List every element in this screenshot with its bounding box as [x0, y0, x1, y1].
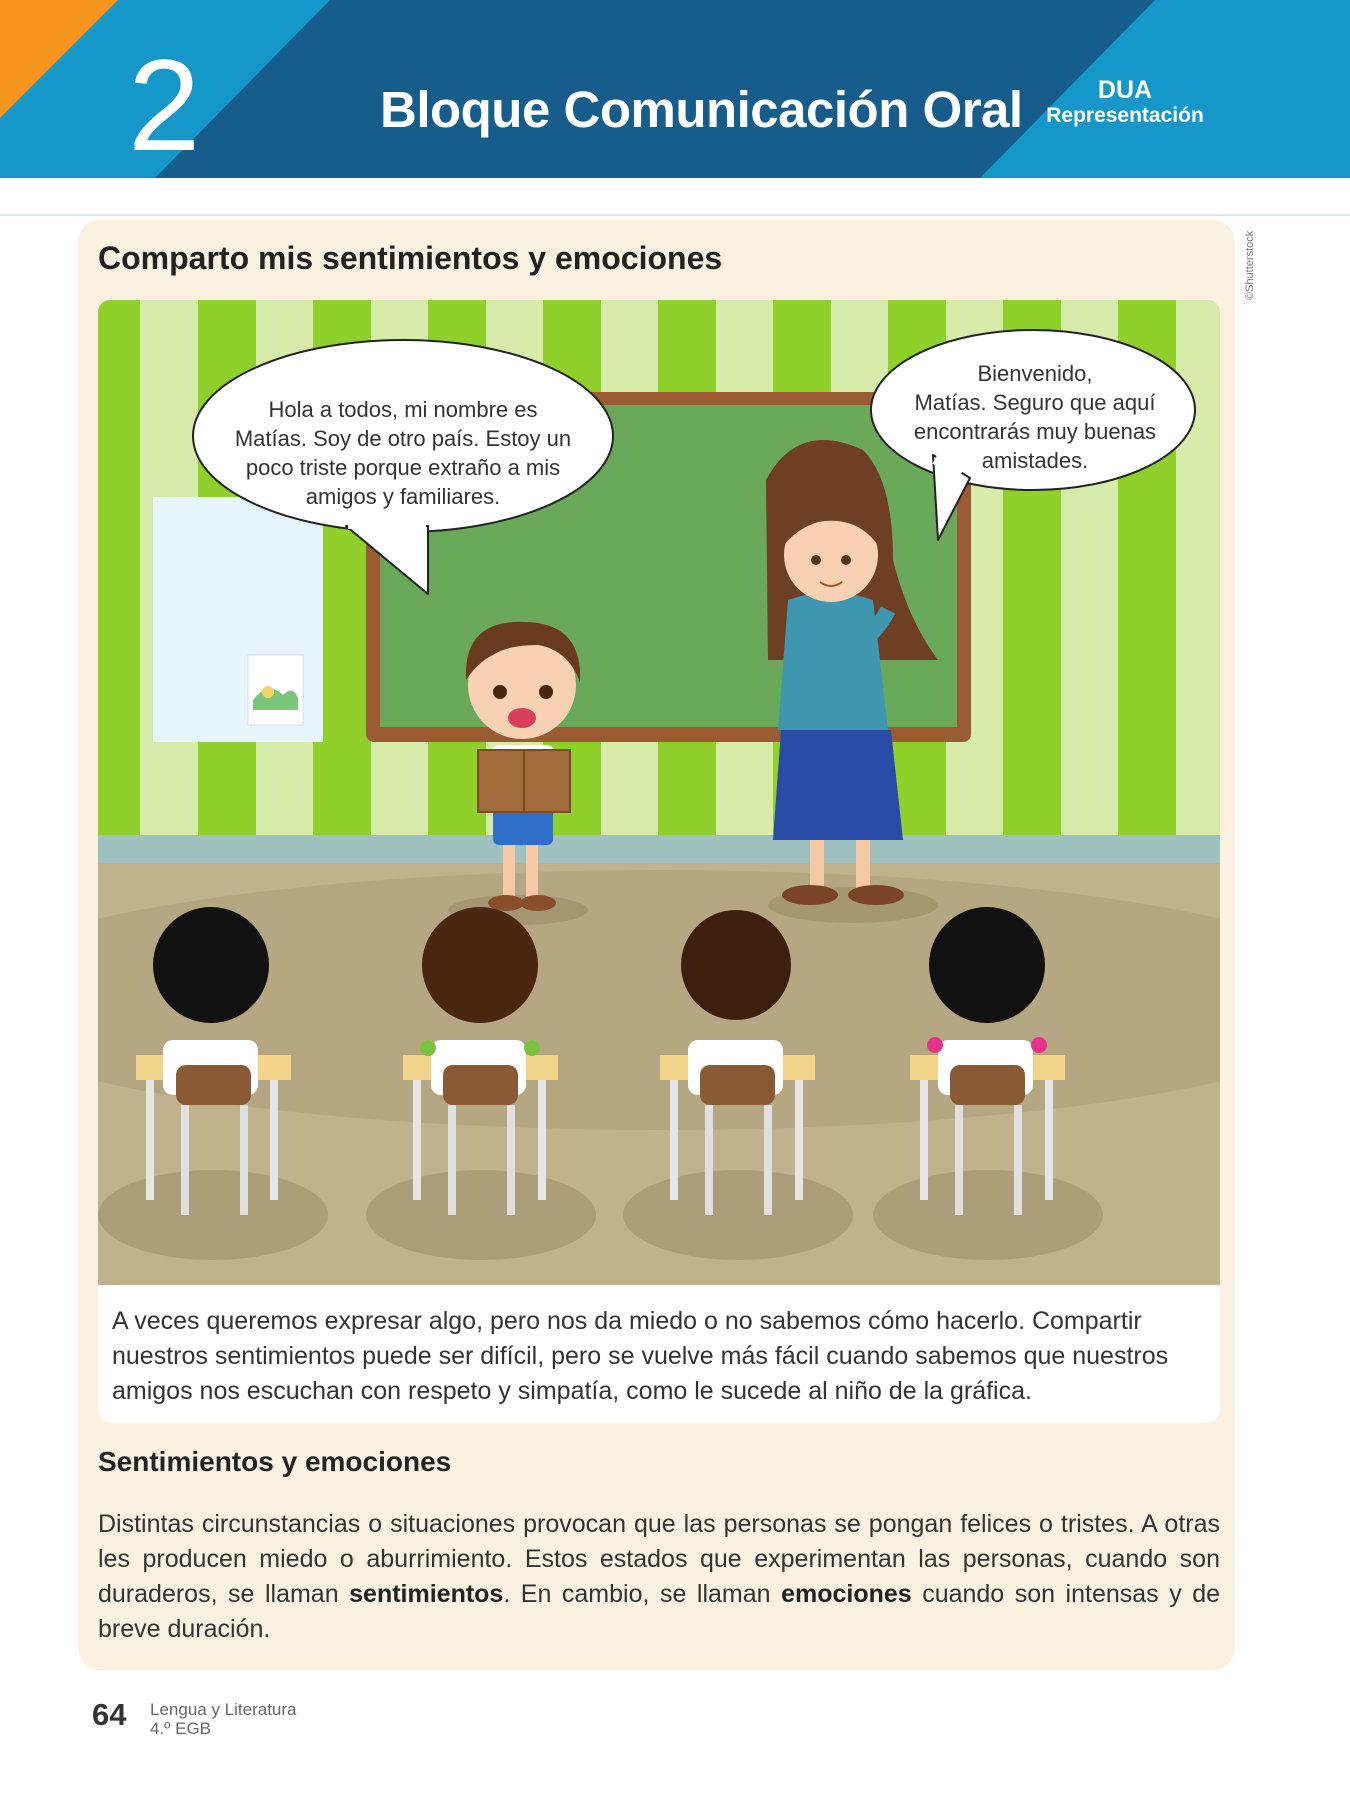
dua-sub-label: Representación — [1046, 104, 1204, 127]
body-text-part: . En cambio, se llaman — [503, 1580, 782, 1608]
grade-label: 4.º EGB — [150, 1719, 212, 1738]
caption-text: A veces queremos expresar algo, pero nos da miedo o no sabemos cómo hacerlo. Compartir nuestros sentimientos puede ser difícil, pero se vuelve más fácil cuando sabemos que nuestros amigos nos escuchan con respeto y simpatía, como le sucede al niño de la gráfica. — [112, 1307, 1169, 1405]
teacher-speech-text — [885, 359, 1185, 475]
keyword-sentimientos: sentimientos — [349, 1580, 504, 1608]
section-title: Comparto mis sentimientos y emociones — [98, 240, 723, 276]
boy-speech-text — [198, 395, 608, 511]
boy-speech-line: Hola a todos, mi nombre es — [268, 397, 538, 422]
teacher-speech-line: amistades. — [981, 448, 1089, 473]
boy-speech-line: poco triste porque extraño a mis — [245, 455, 561, 480]
page-number: 64 — [92, 1697, 127, 1732]
block-title: Bloque Comunicación Oral — [380, 81, 1023, 138]
image-credit: ©Shutterstock — [1244, 230, 1256, 300]
subject-label: Lengua y Literatura — [150, 1700, 297, 1719]
unit-number: 2 — [128, 32, 201, 178]
teacher-speech-line: encontrarás muy buenas — [913, 419, 1157, 444]
boy-speech-line: Matías. Soy de otro país. Estoy un — [234, 426, 572, 451]
dua-label: DUA — [1097, 76, 1153, 104]
subsection-body — [98, 1507, 1220, 1647]
keyword-emociones: emociones — [781, 1580, 912, 1608]
subsection-title: Sentimientos y emociones — [98, 1446, 452, 1477]
teacher-speech-line: Matías. Seguro que aquí — [914, 390, 1156, 415]
body-text-part: cuando son intensas y de breve duración. — [98, 1580, 1221, 1643]
header-divider — [0, 214, 1350, 216]
body-text-part: Distintas circunstancias o situaciones provocan que las personas se pongan felices o tristes. A otras les producen miedo o aburrimiento. Estos estados que experimentan las personas, cuando son duraderos, se llaman — [98, 1510, 1220, 1608]
boy-speech-line: amigos y familiares. — [305, 484, 501, 509]
teacher-speech-line: Bienvenido, — [977, 361, 1093, 386]
dua-badge — [1035, 76, 1215, 128]
footer-subject — [150, 1700, 297, 1738]
